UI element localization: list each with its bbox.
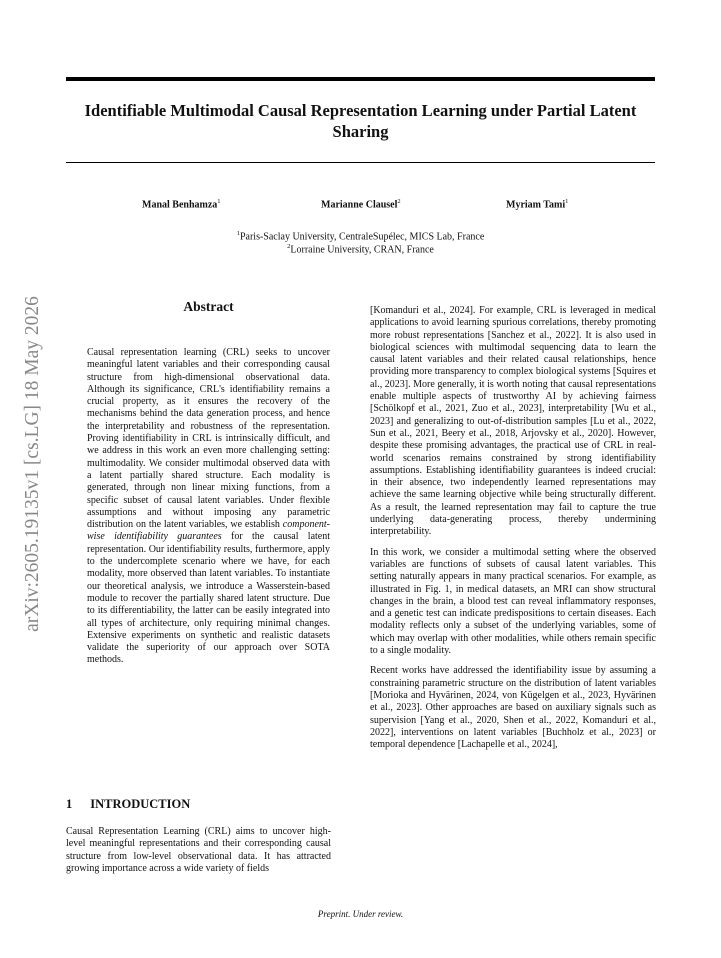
title-bottom-rule: [66, 162, 655, 163]
right-column: [370, 305, 656, 751]
abstract-body: [87, 347, 330, 667]
preprint-footer: Preprint. Under review.: [317, 909, 404, 919]
right-paragraph-2: In this work, we consider a multimodal setting where the observed variables are functions of subsets of causal latent variables. This setting naturally appears in many practical scenarios. For example, as illustrated in Fig. 1, in medical datasets, an MRI can show structural changes in the brain, a blood test can reveal inflammatory responses, and a genetic test can indicate predispositions to certain diseases. Each modality reflects only a subset of the underlying variables, some of which may overlap with other modalities, while others remain specific to a single modality.: [370, 546, 656, 657]
right-paragraph-3: Recent works have addressed the identifiability issue by assuming a constraining parametric structure on the distribution of latent variables [Morioka and Hyvärinen, 2024, von Kügelgen et al., 2023, Hyvärinen et al., 2023]. Other approaches are based on auxiliary signals such as supervision [Yang et al., 2020, Shen et al., 2022, Komanduri et al., 2022], interventions on latent variables [Buchholz et al., 2023] or temporal dependence [Lachapelle et al., 2024],: [370, 665, 656, 751]
author-1: Manal Benhamza$^1$: [142, 198, 221, 211]
abstract-paragraph: Causal representation learning (CRL) seeks to uncover meaningful latent variables and their corresponding causal structure from high-dimensional observational data. Although its significance, CRL's identifiability remains a crucial property, as it ensures the recovery of the mechanisms behind the data generation process, and hence the interpretability and robustness of the representation. Proving identifiability in CRL is intrinsically difficult, and we address in this work an even more challenging setting: multimodality. We consider multimodal observed data with a latent partially shared structure. Each modality is generated, through non linear mixing functions, from a specific subset of causal latent variables. Under flexible assumptions and without imposing any parametric distribution on the latent variables, we establish component-wise identifiability guarantees for the causal latent representation. Our identifiability results, furthermore, apply to the undercomplete scenario where we have, for each modality, more observed than latent variables. To instantiate our theoretical analysis, we introduce a Wasserstein-based module to recover the partially shared latent structure. Due to its differentiability, the latter can be easily integrated into all types of architecture, only requiring minimal changes. Extensive experiments on synthetic and realistic datasets validate the superiority of our approach over SOTA methods.: [87, 347, 330, 666]
right-paragraph-1: [Komanduri et al., 2024]. For example, CRL is leveraged in medical applications to avoid learning spurious correlations, thereby promoting more robust representations [Sanchez et al., 2022]. It is also used in biological sciences with multimodal sequencing data to learn the causal latent variables and their related causal relationships, hence providing more transparency to complex biological systems [Squires et al., 2023]. More generally, it is worth noting that causal representations enable multiple aspects of trustworthy AI by achieving fairness [Schölkopf et al., 2021, Zuo et al., 2023], interpretability [Wu et al., 2023] and generalizing to out-of-distribution samples [Lu et al., 2022, Sun et al., 2021, Beery et al., 2018, Arjovsky et al., 2020]. However, despite these promising advantages, the practical use of CRL in real-world scenarios remains constrained by strong identifiability assumptions. Establishing identifiability guarantees is indeed crucial: in their absence, two independently learned representations may achieve the same learning objective while being structurally different. As a result, the learned representation may fail to capture the true underlying data-generating process, thereby undermining interpretability.: [370, 305, 656, 538]
affiliation-2: $^2$Lorraine University, CRAN, France: [287, 243, 434, 256]
arxiv-sidebar: [22, 264, 44, 664]
section-heading-introduction: 1 INTRODUCTION: [66, 797, 191, 811]
author-2: Marianne Clausel$^2$: [321, 198, 401, 211]
intro-paragraph-1: Causal Representation Learning (CRL) aims to uncover high-level meaningful representations and their corresponding causal structure from low-level observational data. It has attracted growing importance across a wide variety of fields: [66, 826, 331, 874]
author-3: Myriam Tami$^1$: [506, 198, 569, 211]
abstract-heading: Abstract: [183, 299, 234, 314]
paper-title: Identifiable Multimodal Causal Representation Learning under Partial Latent Sharing: [84, 101, 637, 141]
arxiv-identifier: arXiv:2605.19135v1 [cs.LG] 18 May 2026: [22, 296, 43, 632]
title-top-rule: [66, 77, 655, 81]
intro-left-column: [66, 826, 331, 875]
affiliation-1: $^1$Paris-Saclay University, CentraleSupélec, MICS Lab, France: [236, 230, 485, 243]
